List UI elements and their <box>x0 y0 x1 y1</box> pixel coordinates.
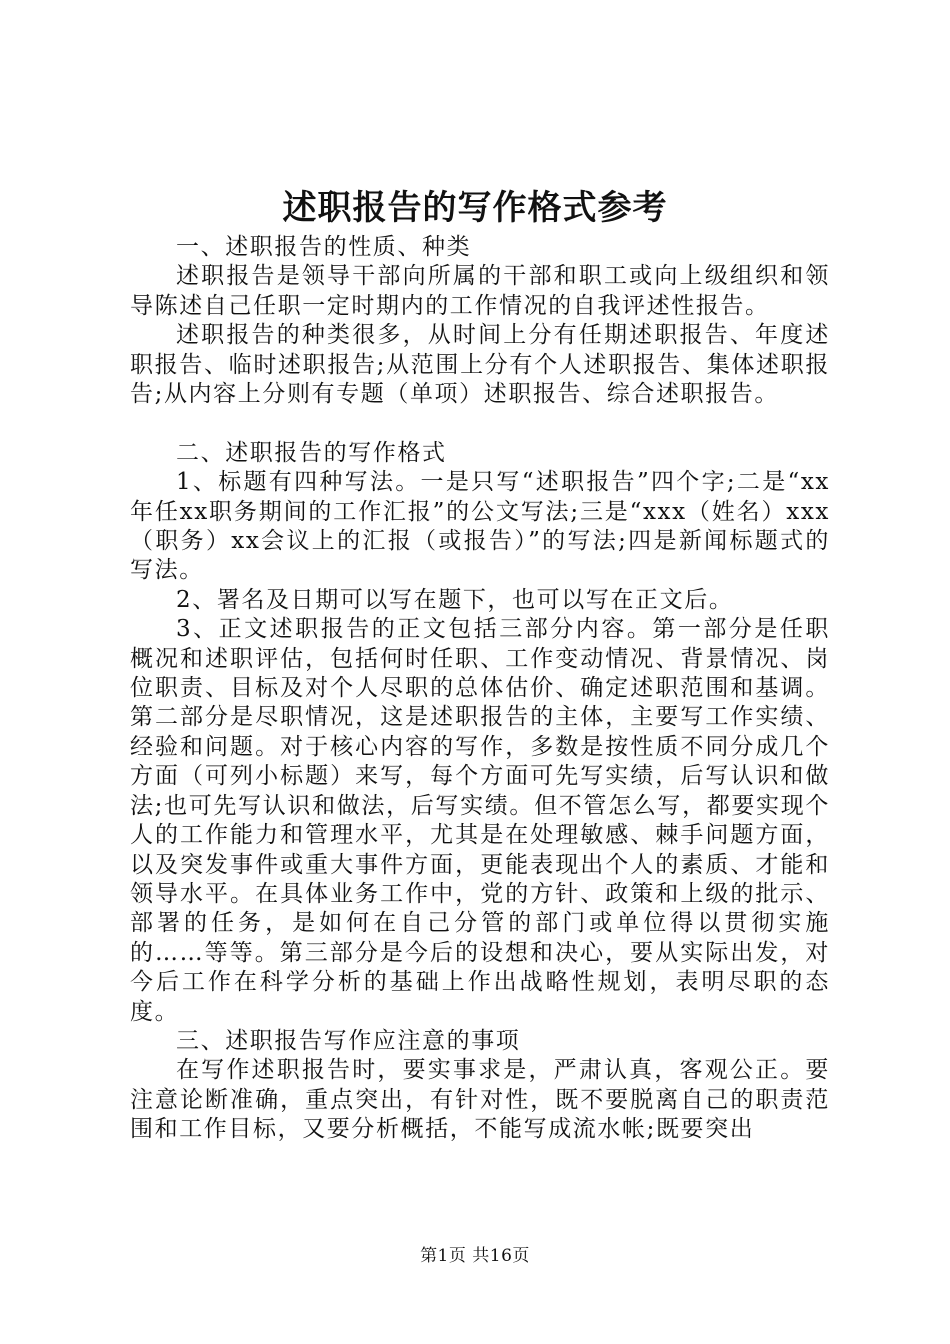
page-number: 第1页 共16页 <box>420 1246 530 1266</box>
paragraph-types: 述职报告的种类很多，从时间上分有任期述职报告、年度述职报告、临时述职报告;从范围上分有个人述职报告、集体述职报告;从内容上分则有专题（单项）述职报告、综合述职报告。 <box>130 322 830 408</box>
paragraph-main-body: 3、正文述职报告的正文包括三部分内容。第一部分是任职概况和述职评估，包括何时任职、工作变动情况、背景情况、岗位职责、目标及对个人尽职的总体估价、确定述职范围和基调。第二部分是尽职情况，这是述职报告的主体，主要写工作实绩、经验和问题。对于核心内容的写作，多数是按性质不同分成几个方面（可列小标题）来写，每个方面可先写实绩，后写认识和做法;也可先写认识和做法，后写实绩。但不管怎么写，都要实现个人的工作能力和管理水平，尤其是在处理敏感、棘手问题方面，以及突发事件或重大事件方面，更能表现出个人的素质、才能和领导水平。在具体业务工作中，党的方针、政策和上级的批示、部署的任务，是如何在自己分管的部门或单位得以贯彻实施的……等等。第三部分是今后的设想和决心，要从实际出发，对今后工作在科学分析的基础上作出战略性规划，表明尽职的态度。 <box>130 616 830 1025</box>
paragraph-title-formats: 1、标题有四种写法。一是只写“述职报告”四个字;二是“xx年任xx职务期间的工作汇报”的公文写法;三是“xxx（姓名）xxx（职务）xx会议上的汇报（或报告）”的写法;四是新闻标题式的写法。 <box>130 469 830 584</box>
paragraph-signature-date: 2、署名及日期可以写在题下，也可以写在正文后。 <box>176 586 734 613</box>
section-heading-2: 二、述职报告的写作格式 <box>176 439 447 466</box>
document-title: 述职报告的写作格式参考 <box>282 188 668 228</box>
paragraph-spacer <box>130 409 830 438</box>
document-body <box>130 233 830 1145</box>
section-heading-1: 一、述职报告的性质、种类 <box>176 234 472 260</box>
paragraph-definition: 述职报告是领导干部向所属的干部和职工或向上级组织和领导陈述自己任职一定时期内的工作情况的自我评述性报告。 <box>130 263 830 319</box>
paragraph-notes: 在写作述职报告时，要实事求是，严肃认真，客观公正。要注意论断准确，重点突出，有针对性，既不要脱离自己的职责范围和工作目标，又要分析概括，不能写成流水帐;既要突出 <box>130 1057 830 1143</box>
section-heading-3: 三、述职报告写作应注意的事项 <box>176 1027 521 1054</box>
